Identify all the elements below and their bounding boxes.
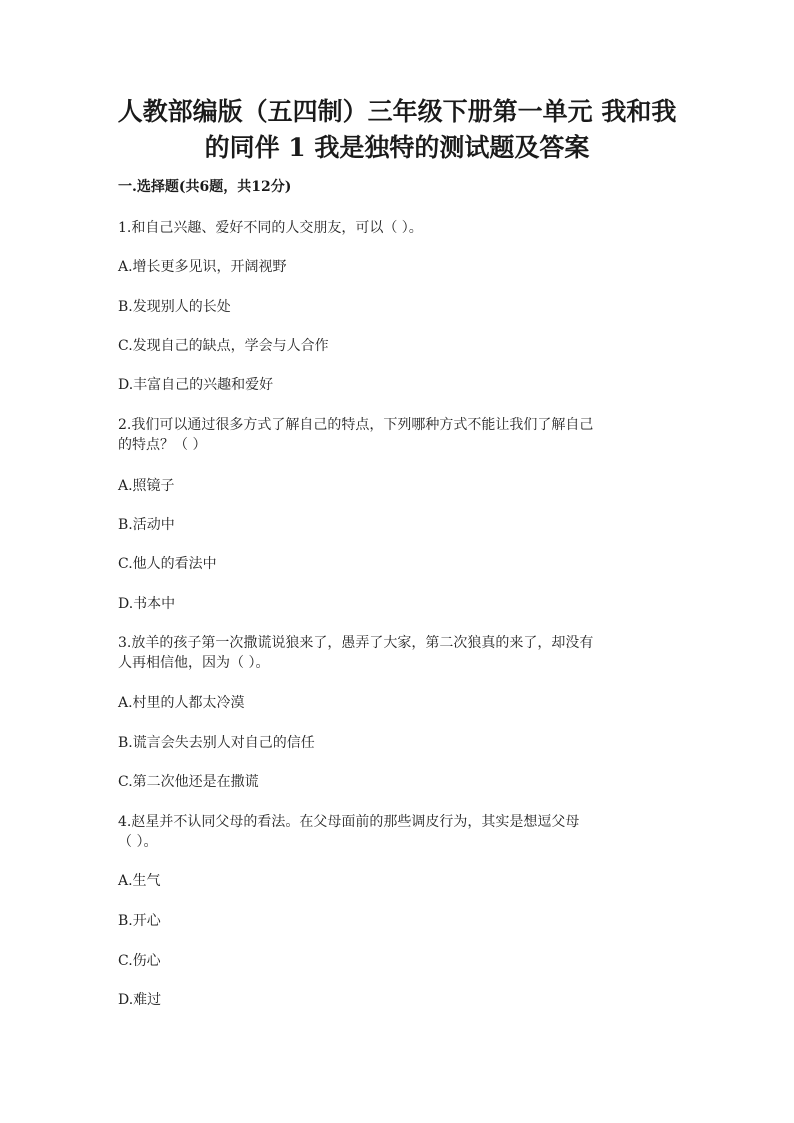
question-4-option-b: B.开心 (118, 913, 161, 929)
question-1-stem: 1.和自己兴趣、爱好不同的人交朋友，可以（ ）。 (118, 220, 423, 236)
question-4-stem-line-2: （ ）。 (118, 834, 158, 850)
question-3-option-c: C.第二次他还是在撒谎 (118, 774, 259, 790)
question-4-option-a: A.生气 (118, 873, 161, 889)
question-1-option-b: B.发现别人的长处 (118, 299, 231, 315)
question-2-option-d: D.书本中 (118, 596, 176, 612)
question-4-stem-line-1: 4.赵星并不认同父母的看法。在父母面前的那些调皮行为，其实是想逗父母 (118, 814, 580, 830)
question-4-option-c: C.伤心 (118, 953, 161, 969)
question-2-option-c: C.他人的看法中 (118, 556, 217, 572)
question-2-stem-line-1: 2.我们可以通过很多方式了解自己的特点，下列哪种方式不能让我们了解自己 (118, 417, 594, 433)
question-2-option-a: A.照镜子 (118, 478, 175, 494)
question-2-stem-line-2: 的特点？（ ） (118, 437, 207, 453)
question-1-option-a: A.增长更多见识，开阔视野 (118, 259, 287, 275)
section-heading-multiple-choice: 一.选择题(共6题，共12分) (118, 179, 292, 195)
question-3-option-b: B.谎言会失去别人对自己的信任 (118, 735, 315, 751)
question-1-option-c: C.发现自己的缺点，学会与人合作 (118, 338, 329, 354)
question-2-option-b: B.活动中 (118, 517, 175, 533)
question-3-option-a: A.村里的人都太冷漠 (118, 695, 245, 711)
document-title-line-1: 人教部编版（五四制）三年级下册第一单元 我和我 (117, 97, 677, 126)
question-3-stem-line-2: 人再相信他，因为（ ）。 (118, 655, 270, 671)
document-title-line-2: 的同伴 1 我是独特的测试题及答案 (204, 133, 590, 162)
question-1-option-d: D.丰富自己的兴趣和爱好 (118, 377, 274, 393)
question-4-option-d: D.难过 (118, 992, 162, 1008)
document-title (100, 94, 694, 166)
question-3-stem-line-1: 3.放羊的孩子第一次撒谎说狼来了，愚弄了大家，第二次狼真的来了，却没有 (118, 635, 594, 651)
